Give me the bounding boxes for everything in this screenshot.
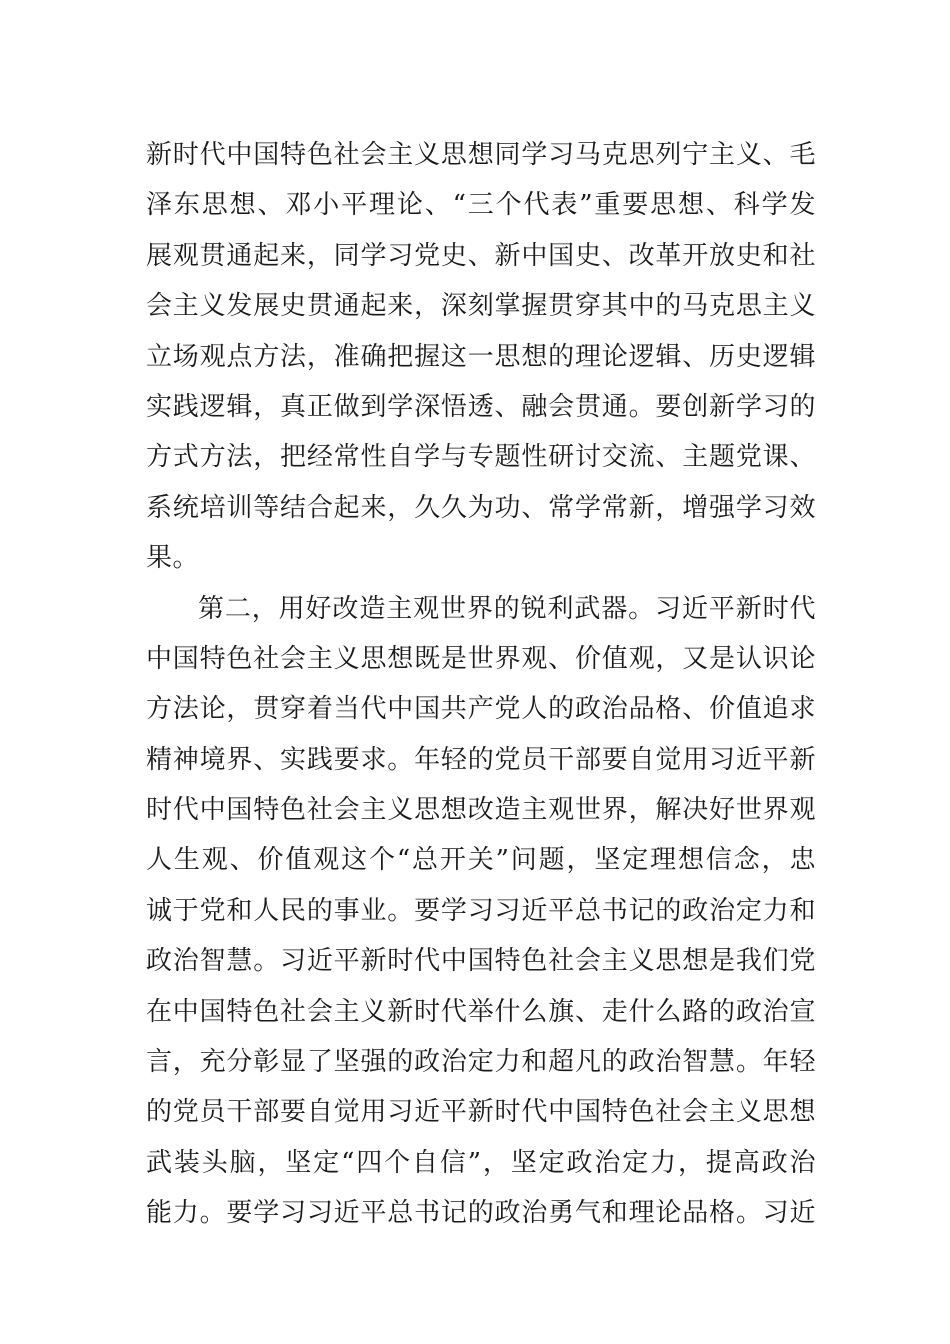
text-line: 精神境界、实践要求。年轻的党员干部要自觉用习近平新 bbox=[146, 744, 816, 775]
text-line: 中国特色社会主义思想既是世界观、价值观，又是认识论 bbox=[146, 643, 816, 674]
text-line: 诚于党和人民的事业。要学习习近平总书记的政治定力和 bbox=[146, 895, 816, 926]
text-line: 方法论，贯穿着当代中国共产党人的政治品格、价值追求 bbox=[146, 694, 816, 725]
text-line: 言，充分彰显了坚强的政治定力和超凡的政治智慧。年轻 bbox=[146, 1047, 816, 1078]
text-line: 时代中国特色社会主义思想改造主观世界，解决好世界观 bbox=[146, 795, 816, 826]
paragraph-end-line: 果。 bbox=[146, 543, 200, 574]
text-line: 方式方法，把经常性自学与专题性研讨交流、主题党课、 bbox=[146, 442, 816, 473]
text-line: 立场观点方法，准确把握这一思想的理论逻辑、历史逻辑 bbox=[146, 341, 816, 372]
text-line: 的党员干部要自觉用习近平新时代中国特色社会主义思想 bbox=[146, 1097, 816, 1128]
text-line: 能力。要学习习近平总书记的政治勇气和理论品格。习近 bbox=[146, 1198, 816, 1229]
text-line: 新时代中国特色社会主义思想同学习马克思列宁主义、毛 bbox=[146, 140, 816, 170]
text-line: 武装头脑，坚定“四个自信”，坚定政治定力，提高政治 bbox=[146, 1147, 816, 1178]
text-line: 泽东思想、邓小平理论、“三个代表”重要思想、科学发 bbox=[146, 190, 816, 221]
text-line: 政治智慧。习近平新时代中国特色社会主义思想是我们党 bbox=[146, 946, 816, 977]
text-line: 系统培训等结合起来，久久为功、常学常新，增强学习效 bbox=[146, 492, 816, 523]
text-line: 展观贯通起来，同学习党史、新中国史、改革开放史和社 bbox=[146, 240, 816, 271]
text-line: 实践逻辑，真正做到学深悟透、融会贯通。要创新学习的 bbox=[146, 391, 816, 422]
body-text bbox=[146, 130, 816, 1239]
text-line: 在中国特色社会主义新时代举什么旗、走什么路的政治宣 bbox=[146, 996, 816, 1027]
paragraph-start-line: 第二，用好改造主观世界的锐利武器。习近平新时代 bbox=[198, 593, 816, 624]
text-line: 人生观、价值观这个“总开关”问题，坚定理想信念，忠 bbox=[146, 845, 816, 876]
text-line: 会主义发展史贯通起来，深刻掌握贯穿其中的马克思主义 bbox=[146, 291, 816, 322]
